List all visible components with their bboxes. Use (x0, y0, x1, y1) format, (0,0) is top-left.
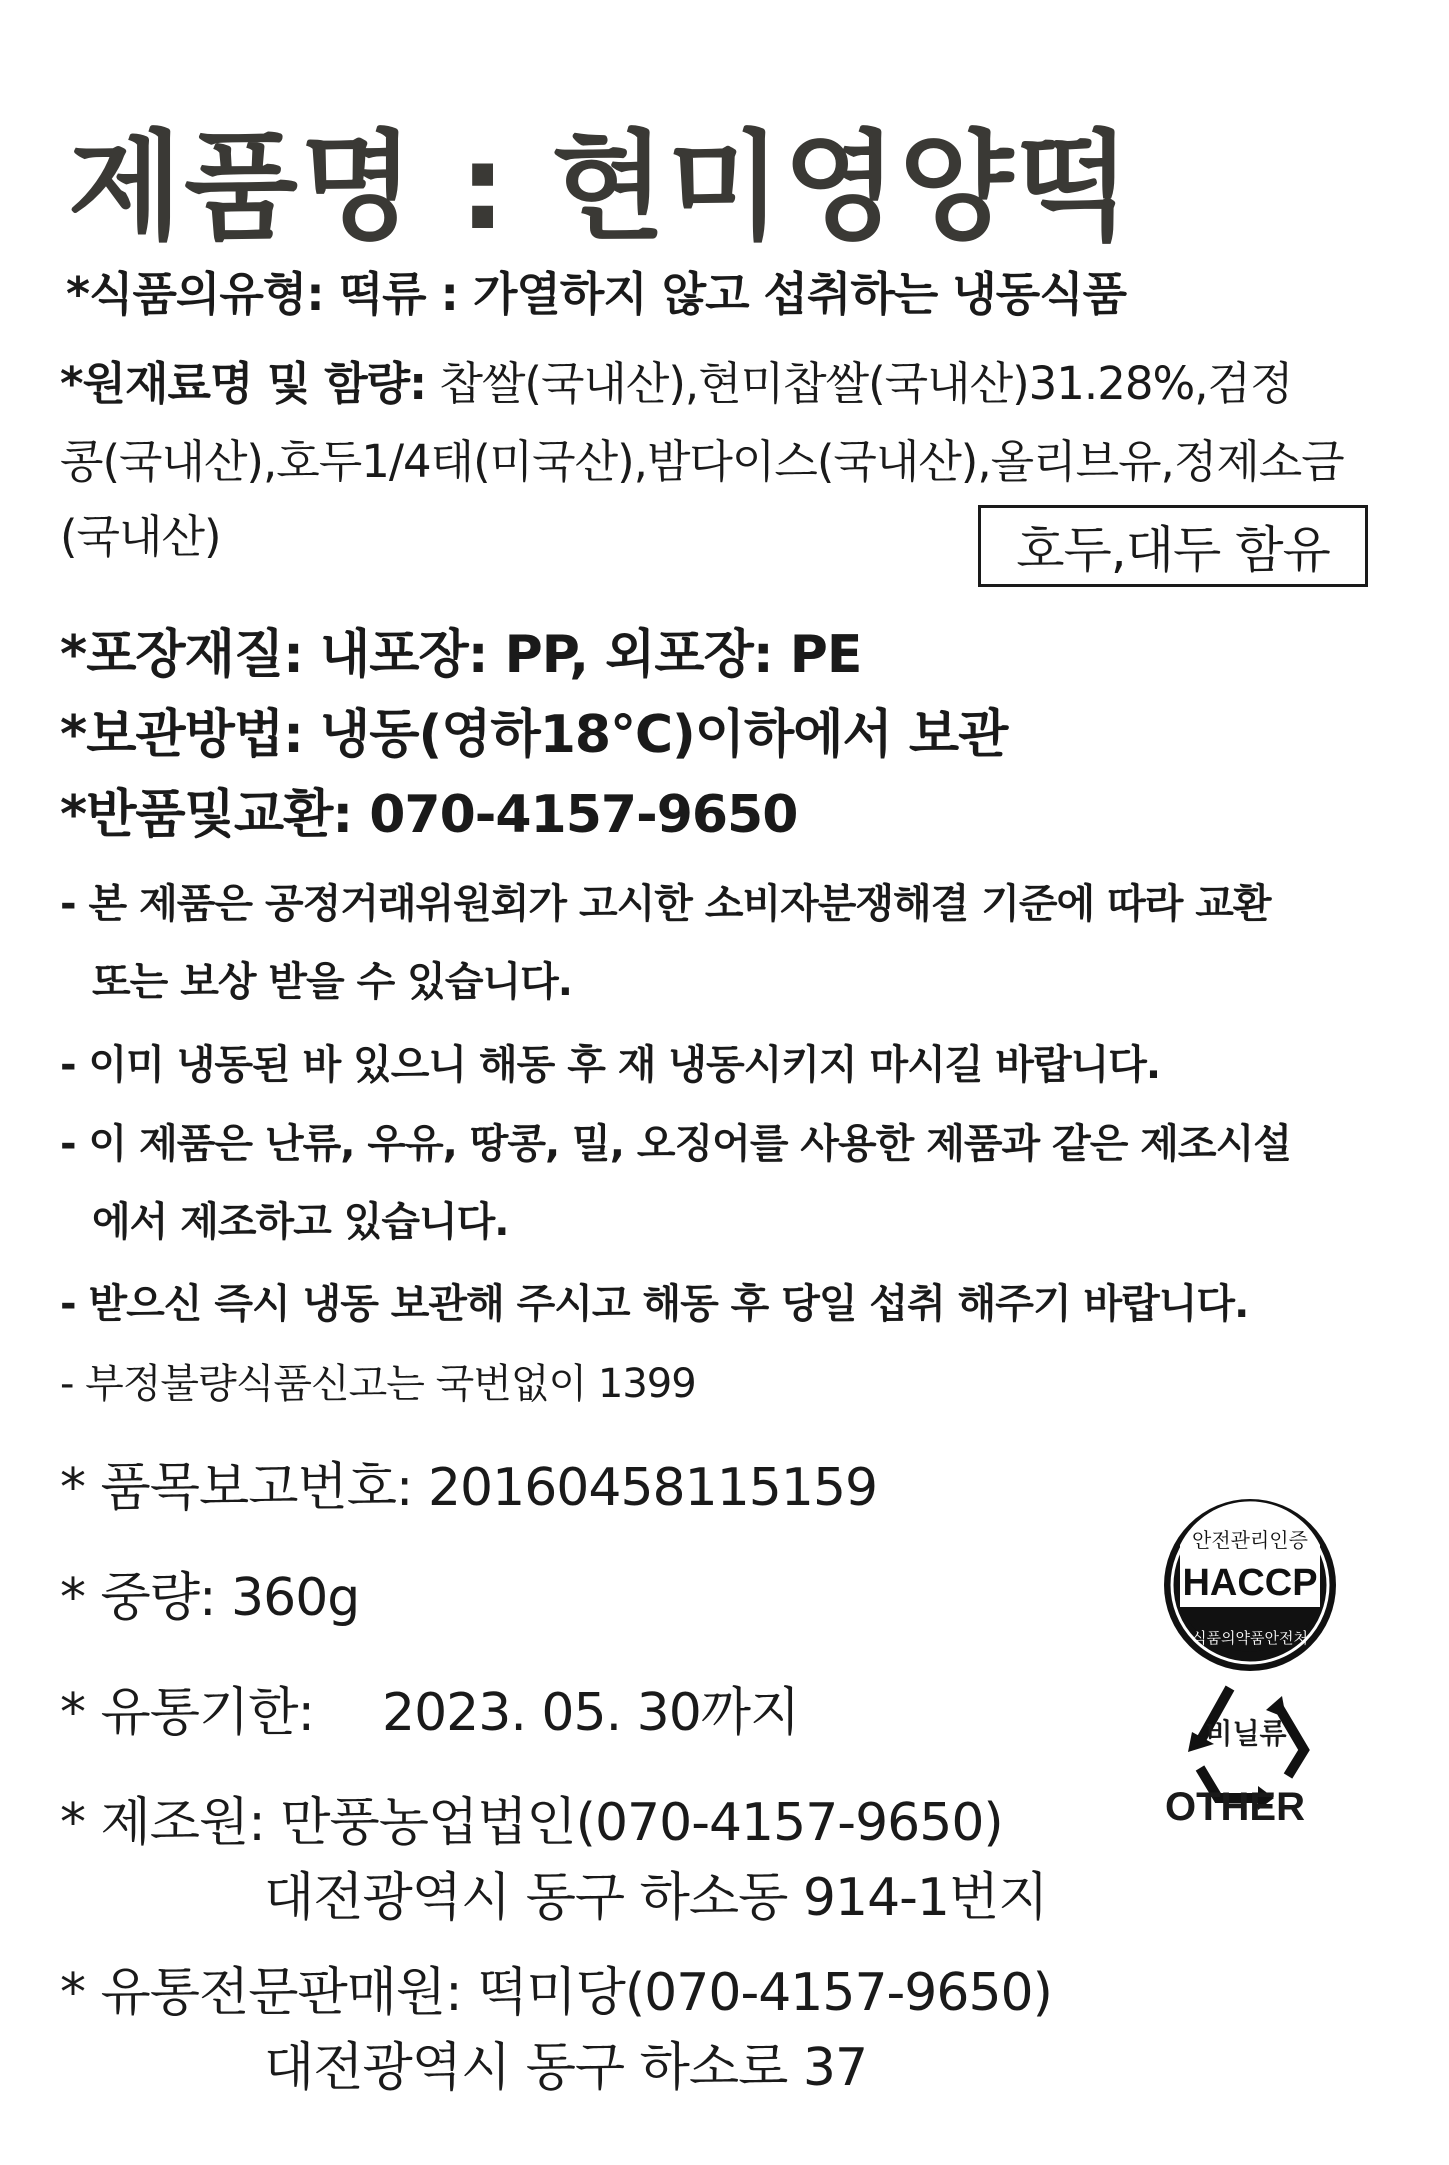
ingredients-line-1 (60, 347, 1292, 412)
ingredients-text-1: 찹쌀(국내산),현미찹쌀(국내산)31.28%,검정 (439, 357, 1293, 410)
haccp-bottom-text: 식품의약품안전처 (1192, 1629, 1308, 1647)
ingredients-label: *원재료명 및 함량: (60, 357, 427, 410)
haccp-logo-icon (1160, 1495, 1340, 1675)
allergen-text: 호두,대두 함유 (1016, 521, 1330, 579)
report-number: * 품목보고번호: 20160458115159 (60, 1458, 878, 1518)
manufacturer-line-1: * 제조원: 만풍농업법인(070-4157-9650) (60, 1793, 1003, 1853)
recycle-material: 비닐류 (1205, 1717, 1287, 1750)
recycle-other-label: OTHER (1165, 1785, 1305, 1829)
weight: * 중량: 360g (60, 1568, 360, 1628)
notice-1: - 본 제품은 공정거래위원회가 고시한 소비자분쟁해결 기준에 따라 교환 (60, 881, 1271, 927)
product-title: 제품명 : 현미영양떡 (68, 118, 1132, 256)
expiry-label: * 유통기한: (60, 1683, 314, 1743)
distributor-address: 대전광역시 동구 하소로 37 (264, 2038, 868, 2098)
ingredients-line-3: (국내산) (60, 510, 221, 563)
notice-1-cont: 또는 보상 받을 수 있습니다. (92, 959, 572, 1005)
notice-5: - 부정불량식품신고는 국번없이 1399 (60, 1361, 696, 1407)
distributor-line-1: * 유통전문판매원: 떡미당(070-4157-9650) (60, 1963, 1052, 2023)
notice-3-cont: 에서 제조하고 있습니다. (92, 1199, 509, 1245)
haccp-main-text: HACCP (1182, 1562, 1318, 1604)
return-exchange: *반품및교환: 070-4157-9650 (60, 785, 798, 845)
food-type: *식품의유형: 떡류 : 가열하지 않고 섭취하는 냉동식품 (66, 267, 1127, 321)
notice-4: - 받으신 즉시 냉동 보관해 주시고 해동 후 당일 섭취 해주기 바랍니다. (60, 1281, 1249, 1327)
ingredients-line-2: 콩(국내산),호두1/4태(미국산),밤다이스(국내산),올리브유,정제소금 (60, 435, 1344, 488)
expiry-value: 2023. 05. 30까지 (382, 1683, 800, 1743)
notice-2: - 이미 냉동된 바 있으니 해동 후 재 냉동시키지 마시길 바랍니다. (60, 1042, 1161, 1088)
storage-method: *보관방법: 냉동(영하18℃)이하에서 보관 (60, 705, 1008, 765)
manufacturer-address: 대전광역시 동구 하소동 914-1번지 (264, 1868, 1048, 1928)
allergen-box (978, 505, 1368, 587)
haccp-top-text: 안전관리인증 (1192, 1528, 1308, 1552)
notice-3: - 이 제품은 난류, 우유, 땅콩, 밀, 오징어를 사용한 제품과 같은 제조시설 (60, 1121, 1291, 1167)
packaging-material: *포장재질: 내포장: PP, 외포장: PE (60, 625, 862, 685)
